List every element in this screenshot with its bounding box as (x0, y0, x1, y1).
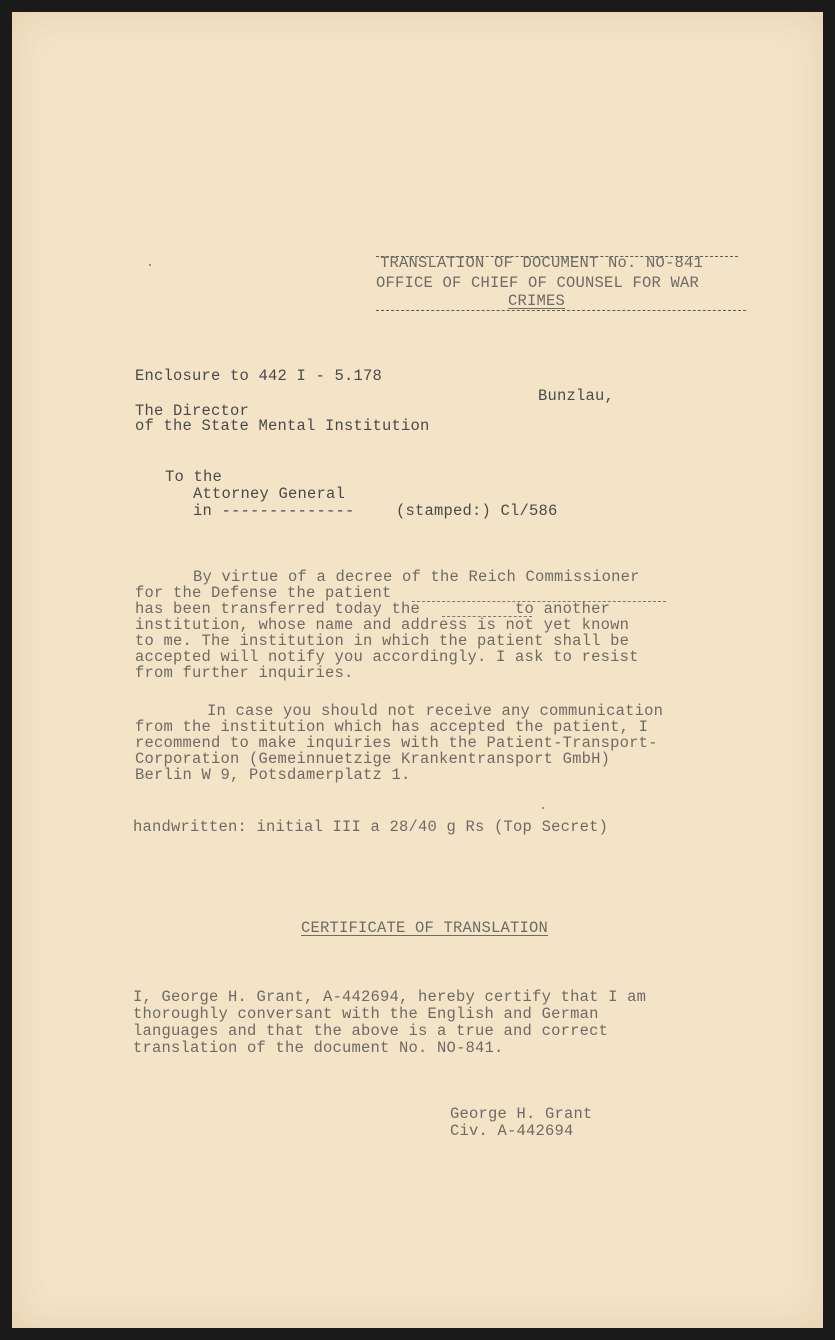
paper-speck (149, 264, 151, 266)
body-p2-line-1: In case you should not receive any communication (207, 702, 664, 720)
header-line-1: TRANSLATION OF DOCUMENT No. NO-841 (380, 254, 704, 272)
body-p1-line-5: to me. The institution in which the patient shall be (135, 632, 630, 650)
certificate-line-2: thoroughly conversant with the English and German (133, 1005, 599, 1023)
sender-line-2: of the State Mental Institution (135, 417, 430, 435)
body-p2-line-3: recommend to make inquiries with the Patient-Transport- (135, 734, 658, 752)
header-line-2: OFFICE OF CHIEF OF COUNSEL FOR WAR (376, 274, 700, 292)
body-p1-line-1: By virtue of a decree of the Reich Commissioner (193, 568, 640, 586)
body-p2-line-4: Corporation (Gemeinnuetzige Krankentransport GmbH) (135, 750, 611, 768)
recipient-stamp: (stamped:) Cl/586 (396, 502, 558, 520)
body-p2-line-5: Berlin W 9, Potsdamerplatz 1. (135, 766, 411, 784)
header-bottom-rule (376, 310, 746, 311)
enclosure-reference: Enclosure to 442 I - 5.178 (135, 367, 383, 385)
body-p1-line-3: has been transferred today the to another (135, 600, 611, 618)
body-p1-line-4: institution, whose name and address is not yet known (135, 616, 630, 634)
document-page (12, 12, 823, 1328)
certificate-line-3: languages and that the above is a true and correct (133, 1022, 609, 1040)
sender-line-1: The Director (135, 402, 250, 420)
body-p1-line-6: accepted will notify you accordingly. I ask to resist (135, 648, 639, 666)
recipient-line-2: Attorney General (193, 485, 346, 503)
body-p2-line-2: from the institution which has accepted the patient, I (135, 718, 649, 736)
body-p1-line-7: from further inquiries. (135, 664, 354, 682)
place-name: Bunzlau, (538, 387, 615, 405)
recipient-line-1: To the (165, 468, 223, 486)
header-line-3: CRIMES (508, 292, 566, 310)
certificate-line-1: I, George H. Grant, A-442694, hereby certify that I am (133, 988, 647, 1006)
handwritten-note: handwritten: initial III a 28/40 g Rs (Top Secret) (133, 818, 609, 836)
certificate-title: CERTIFICATE OF TRANSLATION (301, 919, 549, 937)
paper-speck (542, 807, 544, 809)
signature-name: George H. Grant (450, 1105, 593, 1123)
certificate-line-4: translation of the document No. NO-841. (133, 1039, 504, 1057)
signature-id: Civ. A-442694 (450, 1122, 574, 1140)
recipient-line-3: in -------------- (193, 502, 355, 520)
body-p1-line-2: for the Defense the patient (135, 584, 392, 602)
